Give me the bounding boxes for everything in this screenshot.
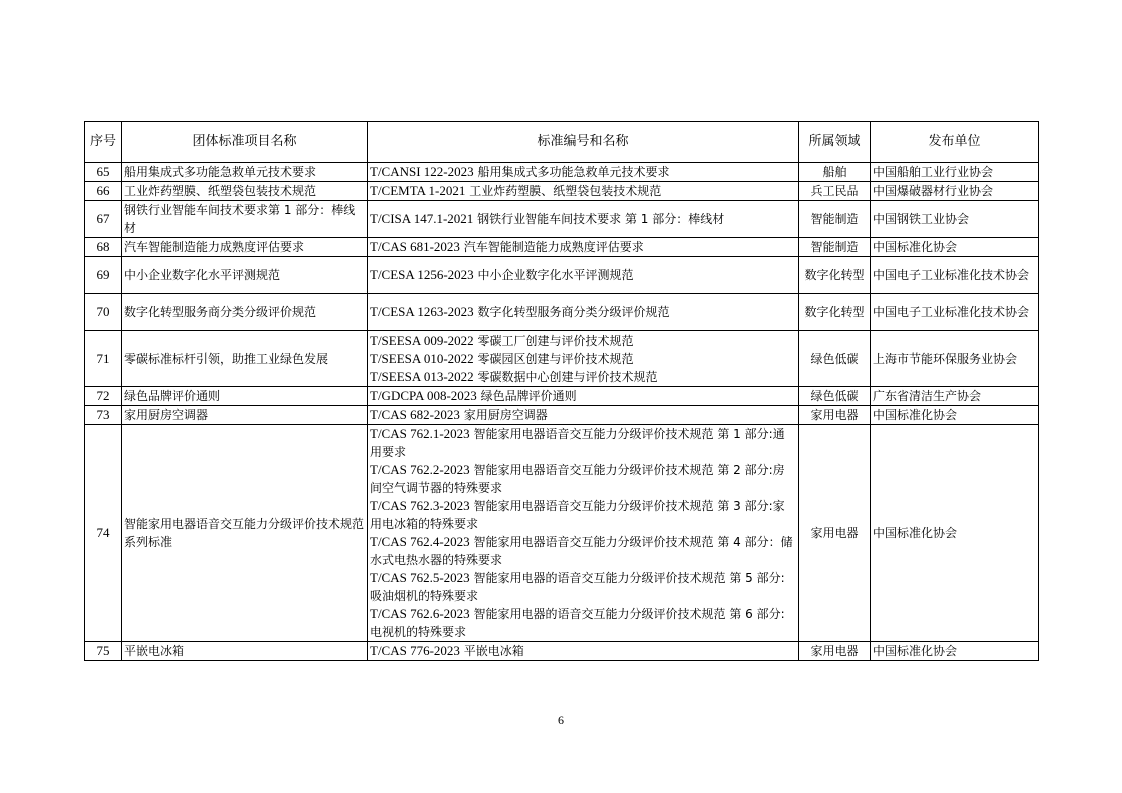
standard-title: 零碳数据中心创建与评价技术规范 — [477, 369, 658, 384]
publisher — [871, 257, 1039, 294]
standard-code: T/CAS 776-2023 — [370, 643, 460, 658]
standard-entry — [370, 642, 796, 660]
project-name — [122, 294, 368, 331]
field: 数字化转型 — [799, 257, 871, 294]
publisher-text: 广东省清洁生产协会 — [873, 389, 982, 403]
publisher — [871, 642, 1039, 661]
publisher — [871, 294, 1039, 331]
publisher-text: 中国标准化协会 — [873, 408, 958, 422]
table-header-row — [85, 122, 1039, 163]
project-name-text: 家用厨房空调器 — [124, 408, 209, 422]
standard-code: T/SEESA 010-2022 — [370, 350, 474, 366]
table-row — [85, 182, 1039, 201]
standard-entry — [370, 210, 796, 228]
field: 兵工民品 — [799, 182, 871, 201]
standard-code: T/CAS 681-2023 — [370, 239, 460, 254]
standard-entry — [370, 266, 796, 284]
standard-entry — [370, 303, 796, 321]
publisher — [871, 387, 1039, 406]
standard-entry — [370, 569, 796, 605]
publisher — [871, 238, 1039, 257]
standard-title: 智能家用电器语音交互能力分级评价技术规范 第 3 部分:家用电冰箱的特殊要求 — [370, 499, 785, 531]
standard-title: 绿色品牌评价通则 — [480, 389, 577, 403]
table-body — [85, 163, 1039, 661]
standard-code: T/CAS 762.3-2023 — [370, 498, 470, 513]
standard-title: 数字化转型服务商分类分级评价规范 — [477, 305, 670, 319]
publisher — [871, 425, 1039, 642]
standard-entry — [370, 350, 796, 368]
table-row — [85, 406, 1039, 425]
row-number: 65 — [85, 163, 122, 182]
publisher-text: 中国船舶工业行业协会 — [873, 165, 994, 179]
publisher-text: 中国标准化协会 — [873, 644, 958, 658]
table-row — [85, 331, 1039, 387]
publisher-text: 中国标准化协会 — [873, 526, 958, 540]
standard-title: 智能家用电器的语音交互能力分级评价技术规范 第 5 部分:吸油烟机的特殊要求 — [370, 571, 785, 603]
row-number: 71 — [85, 331, 122, 387]
standard-code: T/CEMTA 1-2021 — [370, 183, 466, 198]
standard-title: 钢铁行业智能车间技术要求 第 1 部分：棒线材 — [477, 212, 725, 226]
standard-entry — [370, 238, 796, 256]
publisher — [871, 182, 1039, 201]
standard-code: T/CAS 762.4-2023 — [370, 534, 470, 549]
project-name — [122, 387, 368, 406]
standard-entry — [370, 533, 796, 569]
project-name — [122, 331, 368, 387]
field: 家用电器 — [799, 642, 871, 661]
standard-title: 中小企业数字化水平评测规范 — [477, 268, 634, 282]
row-number: 74 — [85, 425, 122, 642]
table-row — [85, 425, 1039, 642]
field: 家用电器 — [799, 425, 871, 642]
standard-entry — [370, 387, 796, 405]
standard-code: T/CAS 762.1-2023 — [370, 426, 470, 441]
standard-title: 工业炸药塑膜、纸塑袋包装技术规范 — [469, 184, 662, 198]
standard-entry — [370, 368, 796, 386]
project-name-text: 工业炸药塑膜、纸塑袋包装技术规范 — [124, 184, 317, 198]
standard-list — [368, 294, 799, 331]
standard-entry — [370, 497, 796, 533]
table-row — [85, 163, 1039, 182]
project-name — [122, 406, 368, 425]
field: 绿色低碳 — [799, 331, 871, 387]
row-number: 67 — [85, 201, 122, 238]
page-number: 6 — [558, 713, 564, 727]
standard-list — [368, 201, 799, 238]
field: 船舶 — [799, 163, 871, 182]
project-name — [122, 642, 368, 661]
standard-title: 平嵌电冰箱 — [463, 644, 524, 658]
standard-list — [368, 182, 799, 201]
project-name — [122, 201, 368, 238]
standard-code: T/SEESA 009-2022 — [370, 332, 474, 348]
project-name-text: 绿色品牌评价通则 — [124, 389, 221, 403]
publisher — [871, 331, 1039, 387]
standard-code: T/CAS 762.5-2023 — [370, 570, 470, 585]
standard-title: 智能家用电器的语音交互能力分级评价技术规范 第 6 部分:电视机的特殊要求 — [370, 607, 785, 639]
row-number: 75 — [85, 642, 122, 661]
standard-entry — [370, 406, 796, 424]
standard-title: 家用厨房空调器 — [463, 408, 548, 422]
standard-code: T/CESA 1256-2023 — [370, 267, 474, 282]
field: 数字化转型 — [799, 294, 871, 331]
standard-title: 智能家用电器语音交互能力分级评价技术规范 第 2 部分:房间空气调节器的特殊要求 — [370, 463, 785, 495]
project-name-text: 零碳标准标杆引领，助推工业绿色发展 — [124, 351, 329, 366]
field: 智能制造 — [799, 201, 871, 238]
header-field: 所属领域 — [799, 122, 871, 163]
standard-code: T/GDCPA 008-2023 — [370, 388, 477, 403]
publisher-text: 中国标准化协会 — [873, 240, 958, 254]
standard-list — [368, 425, 799, 642]
project-name — [122, 182, 368, 201]
standard-list — [368, 406, 799, 425]
publisher — [871, 163, 1039, 182]
publisher-text: 中国爆破器材行业协会 — [873, 184, 994, 198]
table-row — [85, 201, 1039, 238]
standard-title: 零碳工厂创建与评价技术规范 — [477, 333, 634, 348]
standard-list — [368, 331, 799, 387]
standard-code: T/CAS 762.6-2023 — [370, 606, 470, 621]
row-number: 73 — [85, 406, 122, 425]
row-number: 68 — [85, 238, 122, 257]
row-number: 70 — [85, 294, 122, 331]
table-row — [85, 238, 1039, 257]
table-row — [85, 294, 1039, 331]
standard-code: T/CAS 762.2-2023 — [370, 462, 470, 477]
standard-list — [368, 387, 799, 406]
standard-entry — [370, 461, 796, 497]
standard-title: 智能家用电器语音交互能力分级评价技术规范 第 1 部分:通用要求 — [370, 427, 785, 459]
project-name — [122, 238, 368, 257]
field: 智能制造 — [799, 238, 871, 257]
standard-code: T/CAS 682-2023 — [370, 407, 460, 422]
row-number: 69 — [85, 257, 122, 294]
publisher-text: 上海市节能环保服务业协会 — [873, 351, 1018, 366]
standard-entry — [370, 163, 796, 181]
standard-entry — [370, 182, 796, 200]
table-row — [85, 642, 1039, 661]
standard-code: T/SEESA 013-2022 — [370, 368, 474, 384]
standard-title: 汽车智能制造能力成熟度评估要求 — [463, 240, 644, 254]
standard-entry — [370, 425, 796, 461]
standard-code: T/CESA 1263-2023 — [370, 304, 474, 319]
project-name-text: 数字化转型服务商分类分级评价规范 — [124, 305, 317, 319]
project-name-text: 船用集成式多功能急救单元技术要求 — [124, 165, 317, 179]
project-name-text: 智能家用电器语音交互能力分级评价技术规范系列标准 — [124, 517, 365, 549]
standard-list — [368, 642, 799, 661]
publisher — [871, 406, 1039, 425]
table-row — [85, 257, 1039, 294]
standard-title: 智能家用电器语音交互能力分级评价技术规范 第 4 部分：储水式电热水器的特殊要求 — [370, 535, 793, 567]
table-row — [85, 387, 1039, 406]
standard-title: 零碳园区创建与评价技术规范 — [477, 351, 634, 366]
standard-code: T/CANSI 122-2023 — [370, 164, 474, 179]
publisher-text: 中国电子工业标准化技术协会 — [873, 268, 1030, 282]
standard-list — [368, 257, 799, 294]
publisher — [871, 201, 1039, 238]
project-name-text: 钢铁行业智能车间技术要求第 1 部分：棒线材 — [124, 203, 356, 235]
standard-entry — [370, 605, 796, 641]
project-name-text: 中小企业数字化水平评测规范 — [124, 268, 281, 282]
field: 绿色低碳 — [799, 387, 871, 406]
project-name-text: 汽车智能制造能力成熟度评估要求 — [124, 240, 305, 254]
standard-list — [368, 163, 799, 182]
project-name — [122, 163, 368, 182]
publisher-text: 中国钢铁工业协会 — [873, 212, 970, 226]
standard-title: 船用集成式多功能急救单元技术要求 — [477, 165, 670, 179]
header-project-name: 团体标准项目名称 — [122, 122, 368, 163]
header-publisher: 发布单位 — [871, 122, 1039, 163]
project-name-text: 平嵌电冰箱 — [124, 644, 185, 658]
row-number: 66 — [85, 182, 122, 201]
header-standard-code-name: 标准编号和名称 — [368, 122, 799, 163]
header-no: 序号 — [85, 122, 122, 163]
standard-list — [368, 238, 799, 257]
project-name — [122, 425, 368, 642]
publisher-text: 中国电子工业标准化技术协会 — [873, 305, 1030, 319]
standards-table — [84, 121, 1039, 661]
standard-code: T/CISA 147.1-2021 — [370, 211, 474, 226]
standard-entry — [370, 332, 796, 350]
project-name — [122, 257, 368, 294]
row-number: 72 — [85, 387, 122, 406]
field: 家用电器 — [799, 406, 871, 425]
